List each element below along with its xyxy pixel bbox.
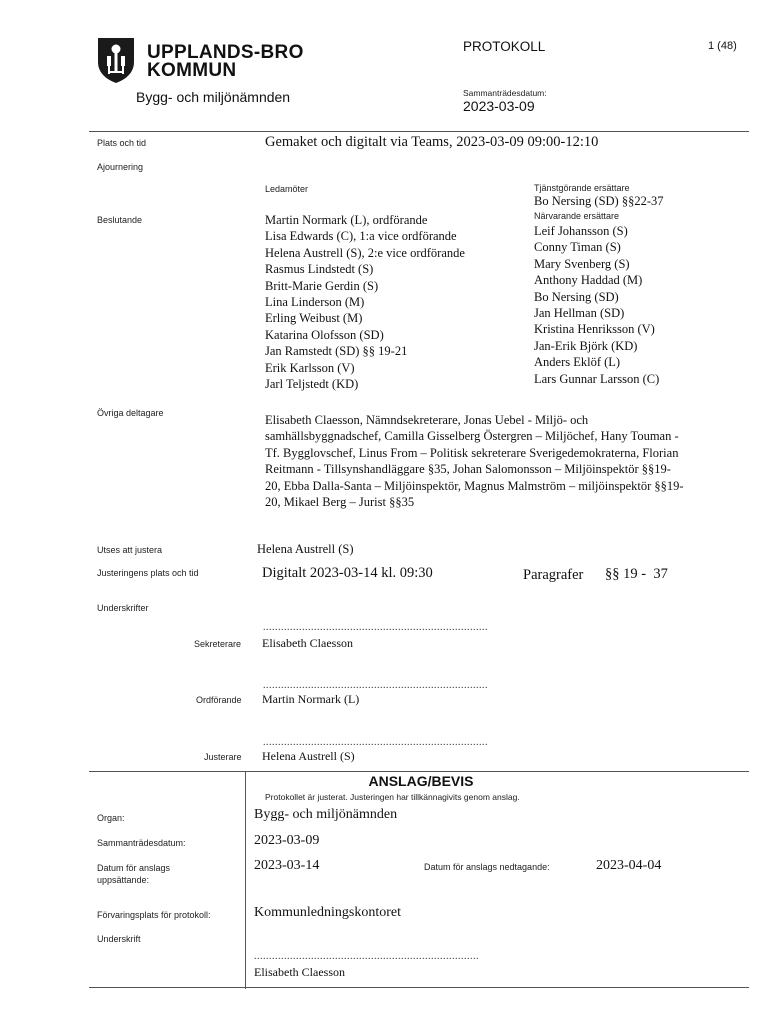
present-substitutes-heading: Närvarande ersättare: [534, 211, 620, 221]
list-item: Erling Weibust (M): [265, 311, 363, 326]
present-substitutes-list: [534, 223, 659, 387]
adjuster-name: Helena Austrell (S): [262, 749, 355, 763]
adjuster-role: Justerare: [204, 752, 242, 762]
chair-name: Martin Normark (L): [262, 692, 360, 706]
removal-date-label: Datum för anslags nedtagande:: [424, 862, 550, 872]
list-item: Jan Hellman (SD): [534, 306, 625, 321]
posted-date-label: [97, 862, 170, 886]
signature-line: ...........................................................................: [254, 951, 479, 962]
list-item: Rasmus Lindstedt (S): [265, 262, 374, 277]
other-participants: [265, 412, 684, 510]
appointed-adjuster-label: Utses att justera: [97, 545, 163, 555]
list-item: Anthony Haddad (M): [534, 273, 643, 288]
list-item: Lisa Edwards (C), 1:a vice ordförande: [265, 229, 457, 244]
paragraphs-label: Paragrafer: [523, 567, 584, 583]
posted-date-label-line2: uppsättande:: [97, 875, 150, 885]
meeting-date-label: Sammanträdesdatum:: [463, 88, 547, 98]
coat-of-arms-icon: [96, 36, 136, 84]
meeting-date: 2023-03-09: [463, 98, 535, 114]
place-label: Plats och tid: [97, 138, 147, 148]
list-item: Jan Ramstedt (SD) §§ 19-21: [265, 344, 408, 359]
org-name-line1: UPPLANDS-BRO: [147, 42, 304, 63]
list-item: Kristina Henriksson (V): [534, 322, 655, 337]
list-item: Jarl Teljstedt (KD): [265, 377, 359, 392]
notice-subtitle: Protokollet är justerat. Justeringen har tillkännagivits genom anslag.: [265, 792, 520, 802]
header-divider: [89, 131, 749, 132]
notice-date: 2023-03-09: [254, 833, 320, 848]
adjust-place-time: Digitalt 2023-03-14 kl. 09:30: [262, 565, 433, 581]
footer-divider: [89, 987, 749, 988]
department-name: Bygg- och miljönämnden: [136, 89, 291, 105]
serving-substitutes-heading: Tjänstgörande ersättare: [534, 183, 630, 193]
list-item: Lina Linderson (M): [265, 295, 365, 310]
signature-line: ...........................................................................: [263, 680, 488, 691]
list-item: Martin Normark (L), ordförande: [265, 213, 428, 227]
notice-signer: Elisabeth Claesson: [254, 965, 345, 979]
document-type: PROTOKOLL: [463, 39, 546, 54]
chair-role: Ordförande: [196, 695, 242, 705]
deciders-label: Beslutande: [97, 215, 143, 225]
serving-substitute: Bo Nersing (SD) §§22-37: [534, 194, 664, 208]
posted-date-label-line1: Datum för anslags: [97, 863, 171, 873]
notice-divider-left: [245, 771, 246, 989]
paragraph-line: samhällsbyggnadschef, Camilla Gisselberg Östergren – Miljöchef, Hany Touman -: [265, 429, 679, 444]
other-participants-label: Övriga deltagare: [97, 408, 164, 418]
list-item: Conny Timan (S): [534, 240, 621, 255]
storage-value: Kommunledningskontoret: [254, 905, 401, 920]
paragraphs-range: §§ 19 - 37: [605, 566, 668, 582]
members-heading: Ledamöter: [265, 184, 309, 194]
adjournment-label: Ajournering: [97, 162, 144, 172]
list-item: Katarina Olofsson (SD): [265, 327, 384, 342]
paragraph-line: 20, Mikael Berg – Jurist §§35: [265, 495, 415, 510]
signature-line: ...........................................................................: [263, 622, 488, 633]
page-number: 1 (48): [708, 40, 737, 52]
list-item: Leif Johansson (S): [534, 224, 628, 238]
list-item: Jan-Erik Björk (KD): [534, 338, 638, 353]
municipality-logo: [96, 36, 136, 84]
notice-divider: [89, 771, 749, 772]
secretary-role: Sekreterare: [194, 639, 242, 649]
removal-date: 2023-04-04: [596, 858, 662, 873]
signatures-label: Underskrifter: [97, 603, 149, 613]
members-list: [265, 212, 465, 392]
paragraph-line: Tf. Bygglovschef, Linus From – Politisk sekreterare Sverigedemokraterna, Florian: [265, 445, 679, 460]
place-value: Gemaket och digitalt via Teams, 2023-03-09 09:00-12:10: [265, 134, 599, 150]
list-item: Britt-Marie Gerdin (S): [265, 278, 379, 293]
organ-value: Bygg- och miljönämnden: [254, 807, 398, 822]
list-item: Helena Austrell (S), 2:e vice ordförande: [265, 245, 465, 260]
org-name-line2: KOMMUN: [147, 60, 237, 81]
list-item: Erik Karlsson (V): [265, 360, 355, 375]
secretary-name: Elisabeth Claesson: [262, 636, 353, 650]
list-item: Anders Eklöf (L): [534, 355, 621, 370]
paragraph-line: Reitmann - Tillsynshandläggare §35, Johan Salomonsson – Miljöinspektör §§19-: [265, 462, 671, 477]
list-item: Lars Gunnar Larsson (C): [534, 371, 660, 386]
notice-date-label: Sammanträdesdatum:: [97, 838, 186, 848]
list-item: Bo Nersing (SD): [534, 289, 619, 304]
adjust-place-time-label: Justeringens plats och tid: [97, 568, 199, 578]
storage-label: Förvaringsplats för protokoll:: [97, 910, 211, 920]
signature-line: ...........................................................................: [263, 737, 488, 748]
notice-title: ANSLAG/BEVIS: [368, 773, 474, 789]
list-item: Mary Svenberg (S): [534, 256, 630, 271]
paragraph-line: 20, Ebba Dalla-Santa – Miljöinspektör, Magnus Malmström – miljöinspektör §§19-: [265, 478, 684, 493]
paragraph-line: Elisabeth Claesson, Nämndsekreterare, Jonas Uebel - Miljö- och: [265, 413, 589, 427]
appointed-adjuster: Helena Austrell (S): [257, 542, 354, 556]
notice-signature-label: Underskrift: [97, 934, 141, 944]
posted-date: 2023-03-14: [254, 858, 320, 873]
organ-label: Organ:: [97, 813, 125, 823]
